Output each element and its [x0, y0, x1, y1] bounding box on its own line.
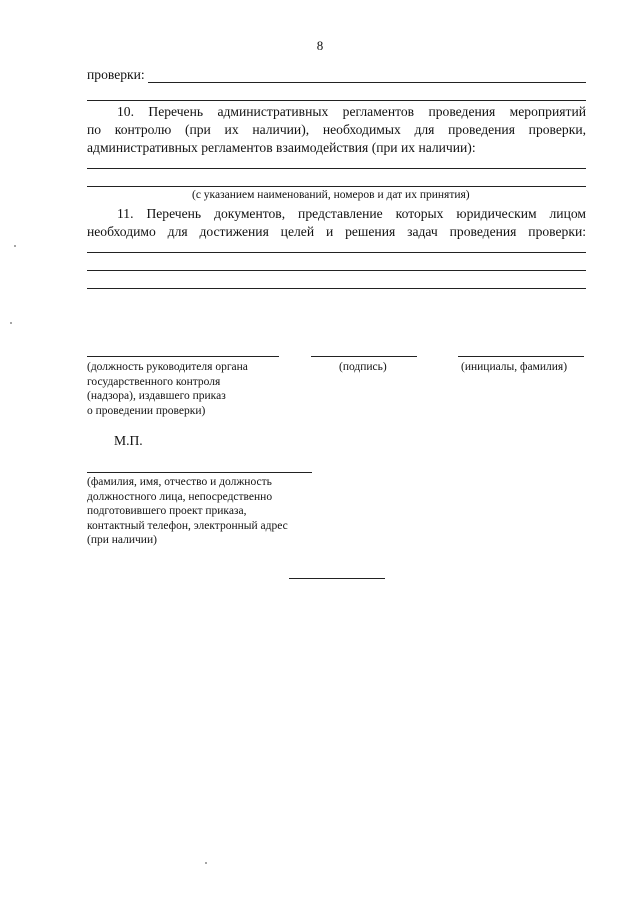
initials-line	[458, 356, 584, 357]
inspection-label: проверки:	[87, 67, 145, 82]
item10-fill-line-1	[87, 168, 586, 169]
stamp-mark: М.П.	[114, 433, 143, 448]
scan-speck	[14, 245, 16, 247]
preparer-line	[87, 472, 312, 473]
signature-line	[311, 356, 417, 357]
scan-speck	[10, 322, 12, 324]
item11-line1: 11. Перечень документов, представление которых юридическим лицом	[117, 206, 586, 221]
position-caption-line: государственного контроля	[87, 375, 221, 388]
preparer-caption-line: (при наличии)	[87, 534, 157, 546]
inspection-fill-line	[148, 82, 586, 83]
position-line	[87, 356, 279, 357]
preparer-caption-line: (фамилия, имя, отчество и должность	[87, 476, 272, 488]
inspection-fill-line-2	[87, 100, 586, 101]
closing-separator	[289, 578, 385, 579]
initials-caption: (инициалы, фамилия)	[461, 361, 568, 373]
item10-fill-line-2	[87, 186, 586, 187]
preparer-caption	[87, 475, 288, 548]
preparer-caption-line: должностного лица, непосредственно	[87, 490, 273, 503]
position-caption-line: (должность руководителя органа	[87, 361, 248, 373]
item11-line2: необходимо для достижения целей и решения задач проведения проверки:	[87, 224, 586, 239]
item10-line3: административных регламентов взаимодействия (при их наличии):	[87, 140, 476, 155]
item10-line2: по контролю (при их наличии), необходимых для проведения проверки,	[87, 122, 586, 137]
item10-line1: 10. Перечень административных регламентов проведения мероприятий	[117, 104, 586, 119]
position-caption	[87, 360, 248, 418]
position-caption-line: о проведении проверки)	[87, 404, 206, 417]
preparer-caption-line: подготовившего проект приказа,	[87, 505, 247, 517]
item11-fill-line-3	[87, 288, 586, 289]
item11-fill-line-2	[87, 270, 586, 271]
preparer-caption-line: контактный телефон, электронный адрес	[87, 519, 288, 532]
scan-speck	[205, 862, 207, 864]
item11-fill-line-1	[87, 252, 586, 253]
position-caption-line: (надзора), издавшего приказ	[87, 390, 226, 402]
page-number: 8	[316, 38, 324, 53]
signature-caption: (подпись)	[339, 361, 387, 373]
item10-caption: (с указанием наименований, номеров и дат их принятия)	[192, 189, 470, 201]
